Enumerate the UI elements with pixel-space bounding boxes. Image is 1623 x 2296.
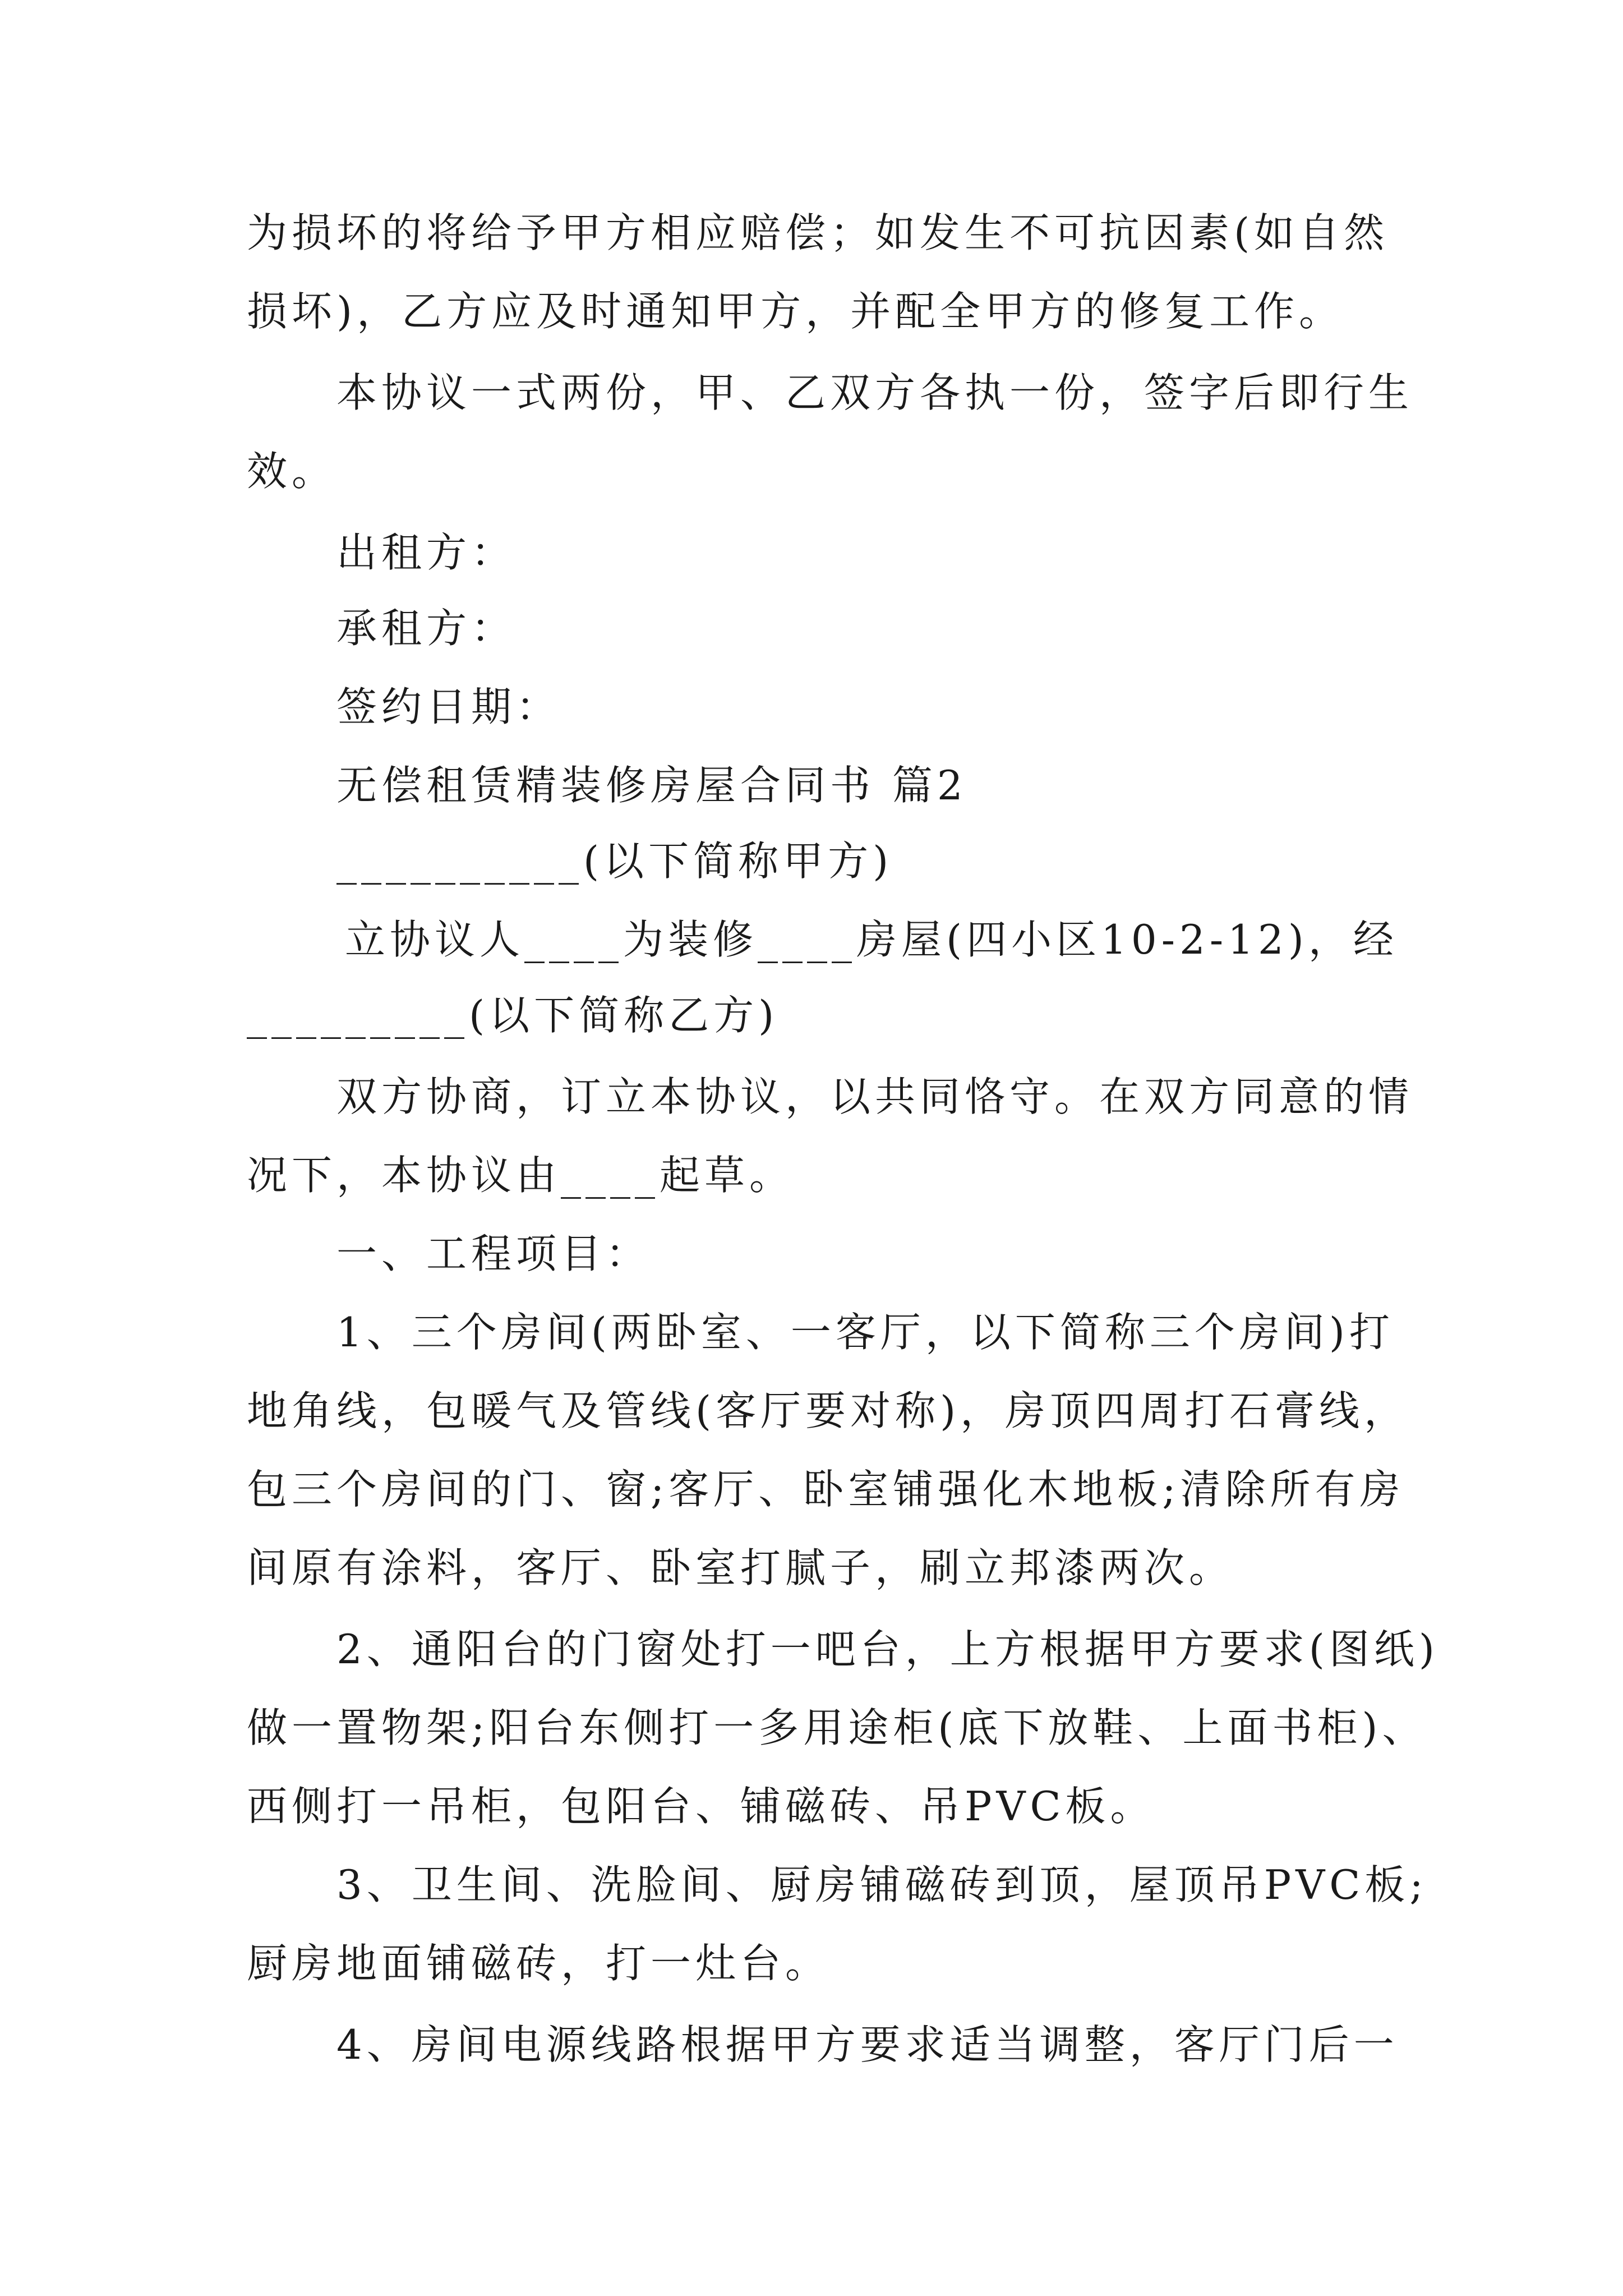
- text-line-10: 立协议人____为装修____房屋(四小区10-2-12)，经: [345, 916, 1398, 963]
- text-line-4: 效。: [247, 448, 337, 495]
- text-line-22: 3、卫生间、洗脸间、厨房铺磁砖到顶，屋顶吊PVC板;: [336, 1861, 1428, 1908]
- text-line-17: 包三个房间的门、窗;客厅、卧室铺强化木地板;清除所有房: [247, 1466, 1405, 1513]
- lessee-label: 承租方：: [336, 605, 517, 652]
- text-line-18: 间原有涂料，客厅、卧室打腻子，刷立邦漆两次。: [247, 1544, 1234, 1591]
- text-line-21: 西侧打一吊柜，包阳台、铺磁砖、吊PVC板。: [247, 1783, 1155, 1830]
- text-line-23: 厨房地面铺磁砖，打一灶台。: [247, 1940, 831, 1987]
- section-heading-1: 一、工程项目：: [336, 1230, 651, 1277]
- text-line-24: 4、房间电源线路根据甲方要求适当调整，客厅门后一: [336, 2021, 1399, 2068]
- lessor-label: 出租方：: [336, 529, 517, 576]
- text-line-16: 地角线，包暖气及管线(客厅要对称)，房顶四周打石膏线，: [247, 1387, 1409, 1434]
- section-title: 无偿租赁精装修房屋合同书 篇2: [336, 762, 967, 809]
- text-line-2: 损坏)，乙方应及时通知甲方，并配全甲方的修复工作。: [247, 288, 1344, 335]
- party-b-line: _________(以下简称乙方): [247, 992, 779, 1039]
- text-line-13: 况下，本协议由____起草。: [247, 1152, 795, 1199]
- text-line-12: 双方协商，订立本协议，以共同恪守。在双方同意的情: [336, 1073, 1414, 1120]
- signing-date-label: 签约日期：: [336, 683, 561, 730]
- text-line-15: 1、三个房间(两卧室、一客厅，以下简称三个房间)打: [336, 1309, 1394, 1356]
- text-line-19: 2、通阳台的门窗处打一吧台，上方根据甲方要求(图纸): [336, 1626, 1439, 1673]
- text-line-3: 本协议一式两份，甲、乙双方各执一份，签字后即行生: [336, 369, 1414, 416]
- party-a-line: __________(以下简称甲方): [336, 838, 893, 885]
- text-line-1: 为损坏的将给予甲方相应赔偿；如发生不可抗因素(如自然: [247, 209, 1389, 256]
- text-line-20: 做一置物架;阳台东侧打一多用途柜(底下放鞋、上面书柜)、: [247, 1704, 1427, 1751]
